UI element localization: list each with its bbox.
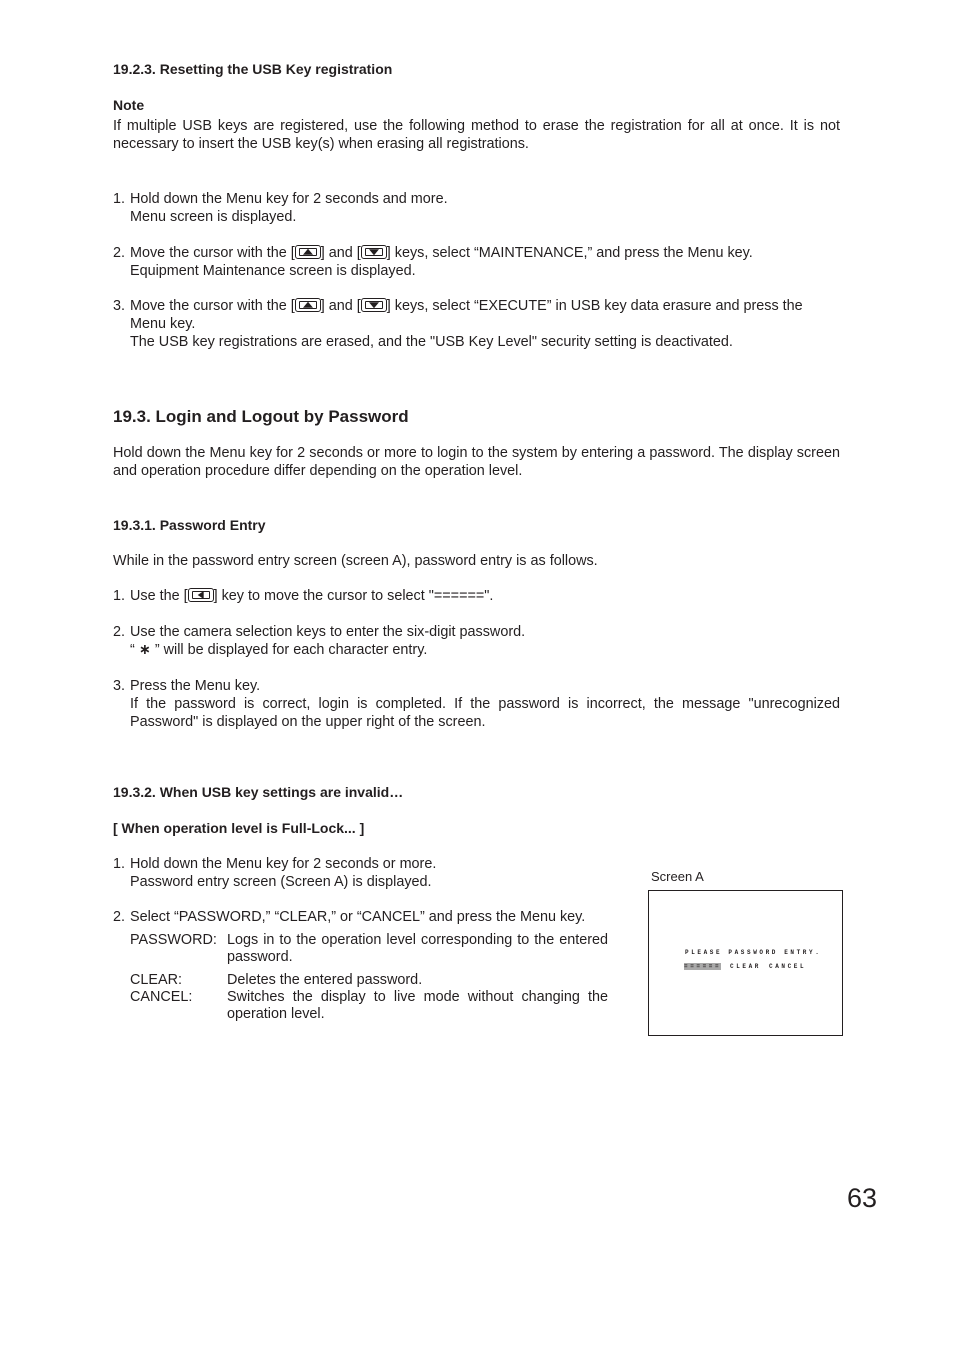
down-arrow-key-icon [361, 298, 387, 312]
left-arrow-key-icon [188, 588, 214, 602]
section-intro: Hold down the Menu key for 2 seconds or more to login to the system by entering a password. The display screen and operation procedure differ depending on the operation level. [113, 445, 840, 479]
down-arrow-key-icon [361, 245, 387, 259]
page-number: 63 [847, 1183, 878, 1213]
up-arrow-key-icon [295, 245, 321, 259]
note-label: Note [113, 97, 145, 113]
section-heading-19-3-1: 19.3.1. Password Entry [113, 517, 266, 533]
list-item: 3. Press the Menu key. If the password is correct, login is completed. If the password is incorrect, the message "unrecognized Password" is displayed on the upper right of the screen. [113, 678, 840, 730]
list-item: 1. Hold down the Menu key for 2 seconds or more. Password entry screen (Screen A) is displayed. [113, 856, 437, 890]
osd-cancel-option: CANCEL [769, 963, 807, 970]
list-item: 2. Select “PASSWORD,” “CLEAR,” or “CANCEL” and press the Menu key. [113, 909, 586, 925]
section-heading-19-2-3: 19.2.3. Resetting the USB Key registration [113, 61, 393, 77]
definition-row: CLEAR: Deletes the entered password. [130, 972, 423, 988]
list-item: 2. Use the camera selection keys to enter the six-digit password. “ ∗ ” will be displayed for each character entry. [113, 624, 526, 658]
up-arrow-key-icon [295, 298, 321, 312]
osd-password-field: ====== [684, 963, 722, 970]
list-item: 3. Move the cursor with the [ ] and [ ] keys, select “EXECUTE” in USB key data erasure and press the Menu key. The USB key registrations are erased, and the "USB Key Level" security setting is deactivated. [113, 298, 803, 350]
asterisk-symbol: ∗ [138, 642, 151, 658]
osd-prompt: PLEASE PASSWORD ENTRY. [685, 949, 822, 956]
list-item: 2. Move the cursor with the [ ] and [ ] keys, select “MAINTENANCE,” and press the Menu key. Equipment Maintenance screen is displayed. [113, 245, 753, 279]
note-text: If multiple USB keys are registered, use the following method to erase the registration for all at once. It is not necessary to insert the USB key(s) when erasing all registrations. [113, 118, 840, 152]
definition-row: CANCEL: Switches the display to live mode without changing the operation level. [130, 989, 608, 1022]
section-heading-19-3-2: 19.3.2. When USB key settings are invalid… [113, 784, 404, 800]
list-item: 1. Use the [ ] key to move the cursor to select "======". [113, 588, 494, 604]
section-heading-19-3: 19.3. Login and Logout by Password [113, 407, 409, 426]
list-item: 1. Hold down the Menu key for 2 seconds and more. Menu screen is displayed. [113, 191, 448, 225]
subsection-heading: [ When operation level is Full-Lock... ] [113, 820, 365, 836]
screen-a-display [648, 890, 843, 1036]
screen-a-caption: Screen A [651, 869, 704, 884]
section-intro: While in the password entry screen (screen A), password entry is as follows. [113, 553, 598, 569]
definition-row: PASSWORD: Logs in to the operation level corresponding to the entered password. [130, 932, 608, 965]
osd-clear-option: CLEAR [730, 963, 762, 970]
